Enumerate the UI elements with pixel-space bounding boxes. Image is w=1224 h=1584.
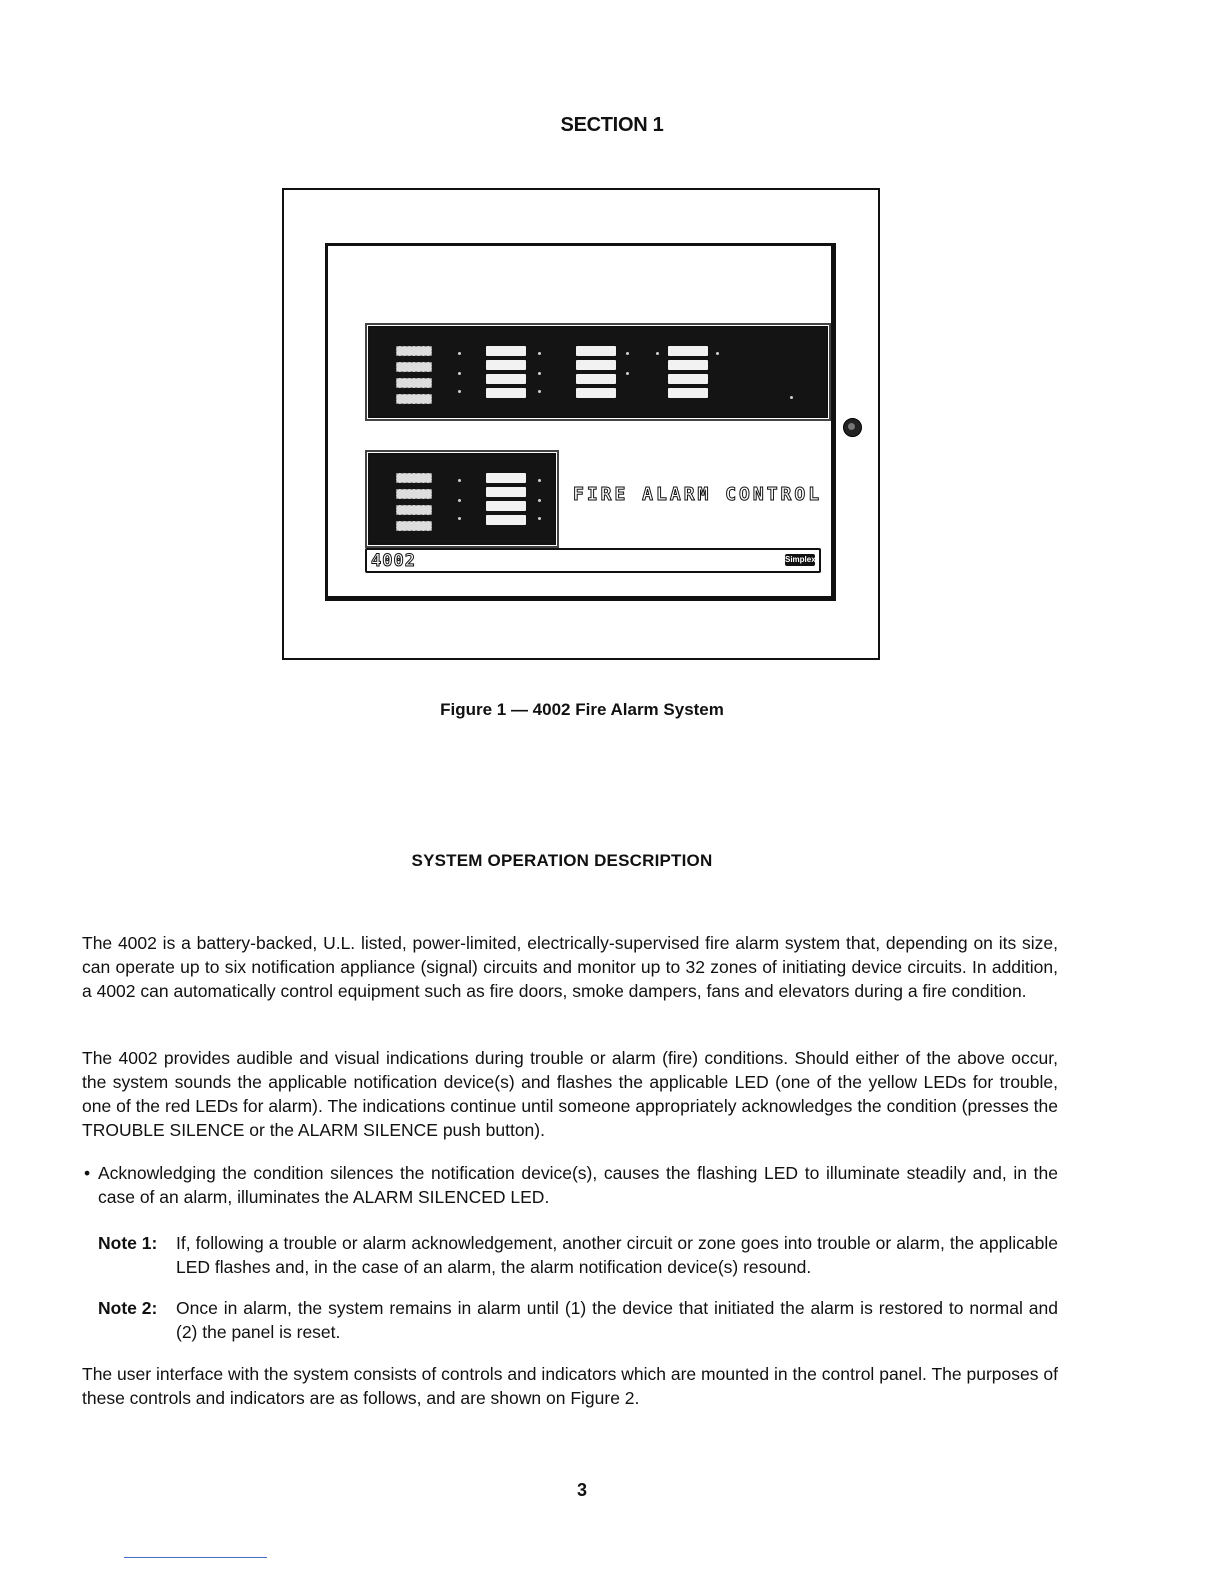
- led-indicator: [538, 372, 541, 375]
- key-lock-icon: [843, 418, 862, 437]
- lower-display-module: [368, 453, 556, 545]
- section-heading: SYSTEM OPERATION DESCRIPTION: [411, 851, 713, 870]
- note-text: If, following a trouble or alarm acknowledgement, another circuit or zone goes into trouble or alarm, the applicable LED flashes and, in the case of an alarm, the alarm notification device(s) resound.: [176, 1233, 1058, 1277]
- fire-alarm-panel-illustration: [325, 243, 836, 601]
- bullet-text: Acknowledging the condition silences the notification device(s), causes the flashing LED to illuminate steadily and, in the case of an alarm, illuminates the ALARM SILENCED LED.: [98, 1163, 1058, 1207]
- footer-divider: [124, 1557, 267, 1558]
- section-title: SECTION 1: [560, 114, 664, 136]
- led-indicator: [656, 352, 659, 355]
- led-indicator: [538, 352, 541, 355]
- switch-group-3: [576, 346, 620, 404]
- led-indicator: [538, 499, 541, 502]
- led-indicator: [716, 352, 719, 355]
- paragraph-1: The 4002 is a battery-backed, U.L. listed, power-limited, electrically-supervised fire alarm system that, depending on its size, can operate up to six notification appliance (signal) circuits and monitor up to 32 zones of initiating device circuits. In addition, a 4002 can automatically control equipment such as fire doors, smoke dampers, fans and elevators during a fire condition.: [82, 933, 1058, 1001]
- note-label: Note 1:: [98, 1233, 158, 1253]
- note-text: Once in alarm, the system remains in alarm until (1) the device that initiated the alarm is restored to normal and (2) the panel is reset.: [176, 1298, 1058, 1342]
- page-number: 3: [576, 1480, 587, 1500]
- model-strip: [365, 548, 821, 573]
- panel-title: FIRE ALARM CONTROL: [573, 484, 823, 505]
- led-indicator: [626, 372, 629, 375]
- note-label: Note 2:: [98, 1298, 158, 1318]
- bullet-item: [84, 1161, 1058, 1209]
- led-indicator: [458, 352, 461, 355]
- switch-group-5: [390, 473, 434, 531]
- switch-group-1: [390, 346, 434, 404]
- brand-logo: Simplex: [785, 555, 816, 564]
- model-label: 4002: [371, 551, 416, 571]
- closing-paragraph: The user interface with the system consists of controls and indicators which are mounted in the control panel. The purposes of these controls and indicators are as follows, and are shown on Figure 2.: [82, 1364, 1058, 1408]
- switch-group-4: [668, 346, 712, 404]
- led-indicator: [538, 479, 541, 482]
- led-indicator: [458, 479, 461, 482]
- led-indicator: [458, 499, 461, 502]
- led-indicator: [538, 517, 541, 520]
- bullet-icon: •: [84, 1163, 91, 1183]
- paragraph-2: The 4002 provides audible and visual indications during trouble or alarm (fire) conditions. Should either of the above occur, the system sounds the applicable notification device(s) and flashes the applicable LED (one of the yellow LEDs for trouble, one of the red LEDs for alarm). The indications continue until someone appropriately acknowledges the condition (presses the TROUBLE SILENCE or the ALARM SILENCE push button).: [82, 1048, 1058, 1140]
- led-indicator: [458, 390, 461, 393]
- upper-display-module: [368, 326, 828, 418]
- switch-group-2: [486, 346, 530, 404]
- note-2: [98, 1296, 1058, 1344]
- note-1: [98, 1231, 1058, 1279]
- led-indicator: [538, 390, 541, 393]
- switch-group-6: [486, 473, 530, 531]
- led-indicator: [626, 352, 629, 355]
- figure-caption: Figure 1 — 4002 Fire Alarm System: [440, 700, 724, 719]
- led-indicator: [458, 517, 461, 520]
- led-indicator: [790, 396, 793, 399]
- led-indicator: [458, 372, 461, 375]
